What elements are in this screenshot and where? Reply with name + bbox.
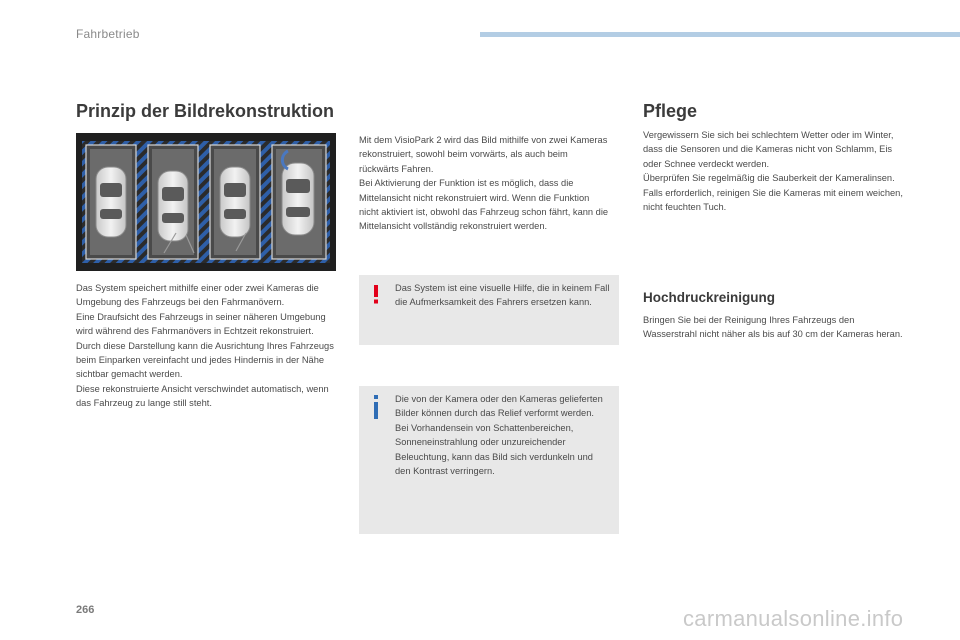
watermark: carmanualsonline.info (683, 606, 904, 631)
info-paragraph: Die von der Kamera oder den Kameras gelieferten Bilder können durch das Relief verformt werden. (395, 394, 603, 419)
info-text (395, 392, 610, 478)
middle-paragraph: Bei Aktivierung der Funktion ist es möglich, dass die Mittelansicht nicht rekonstruiert wird. Wenn die Funktion nicht aktiviert ist, obwohl das Fahrzeug schon fährt, kann die Mittelansicht vollständig rekonstruiert werden. (359, 178, 609, 232)
header-accent-bar (480, 32, 960, 37)
left-paragraph: Diese rekonstruierte Ansicht verschwindet automatisch, wenn das Fahrzeug zu lange still steht. (76, 383, 329, 409)
hochdruck-body-text (643, 313, 908, 342)
info-paragraph: Bei Vorhandensein von Schattenbereichen, Sonneneinstrahlung oder unzureichender Beleuchtung, kann das Bild sich verdunkeln und den Kontrast verringern. (395, 422, 593, 477)
pflege-body-text (643, 128, 908, 214)
middle-body-text (359, 133, 609, 234)
info-box (359, 386, 619, 534)
parking-camera-illustration (76, 133, 336, 271)
section-label: Fahrbetrieb (76, 27, 140, 41)
pflege-paragraph: Überprüfen Sie regelmäßig die Sauberkeit der Kameralinsen. (643, 173, 895, 184)
subtitle-hochdruckreinigung: Hochdruckreinigung (643, 290, 776, 305)
middle-paragraph: Mit dem VisioPark 2 wird das Bild mithilfe von zwei Kameras rekonstruiert, sowohl beim vorwärts, als auch beim rückwärts Fahren. (359, 135, 608, 174)
left-paragraph: Durch diese Darstellung kann die Ausrichtung Ihres Fahrzeugs beim Einparken vereinfacht und jedes Hindernis in der Nähe sichtbar gemacht werden. (76, 340, 334, 380)
parking-camera-image (76, 133, 336, 271)
info-icon (371, 394, 381, 420)
hochdruck-paragraph: Bringen Sie bei der Reinigung Ihres Fahrzeugs den Wasserstrahl nicht näher als bis auf 30 cm der Kameras heran. (643, 315, 903, 340)
page-number: 266 (76, 604, 95, 616)
pflege-paragraph: Falls erforderlich, reinigen Sie die Kameras mit einem weichen, nicht feuchten Tuch. (643, 187, 903, 213)
warning-text: Das System ist eine visuelle Hilfe, die in keinem Fall die Aufmerksamkeit des Fahrers ersetzen kann. (395, 283, 610, 308)
left-paragraph: Eine Draufsicht des Fahrzeugs in seiner näheren Umgebung wird während des Fahrmanövers in Echtzeit rekonstruiert. (76, 311, 326, 337)
warning-icon (371, 283, 381, 305)
left-paragraph: Das System speichert mithilfe einer oder zwei Kameras die Umgebung des Fahrzeugs bei den Fahrmanövern. (76, 283, 319, 308)
title-pflege: Pflege (643, 101, 698, 121)
warning-box (359, 275, 619, 345)
pflege-paragraph: Vergewissern Sie sich bei schlechtem Wetter oder im Winter, dass die Sensoren und die Kameras nicht von Schlamm, Eis oder Schnee verdeckt werden. (643, 130, 894, 169)
left-body-text (76, 281, 338, 411)
title-bildrekonstruktion: Prinzip der Bildrekonstruktion (76, 101, 335, 121)
